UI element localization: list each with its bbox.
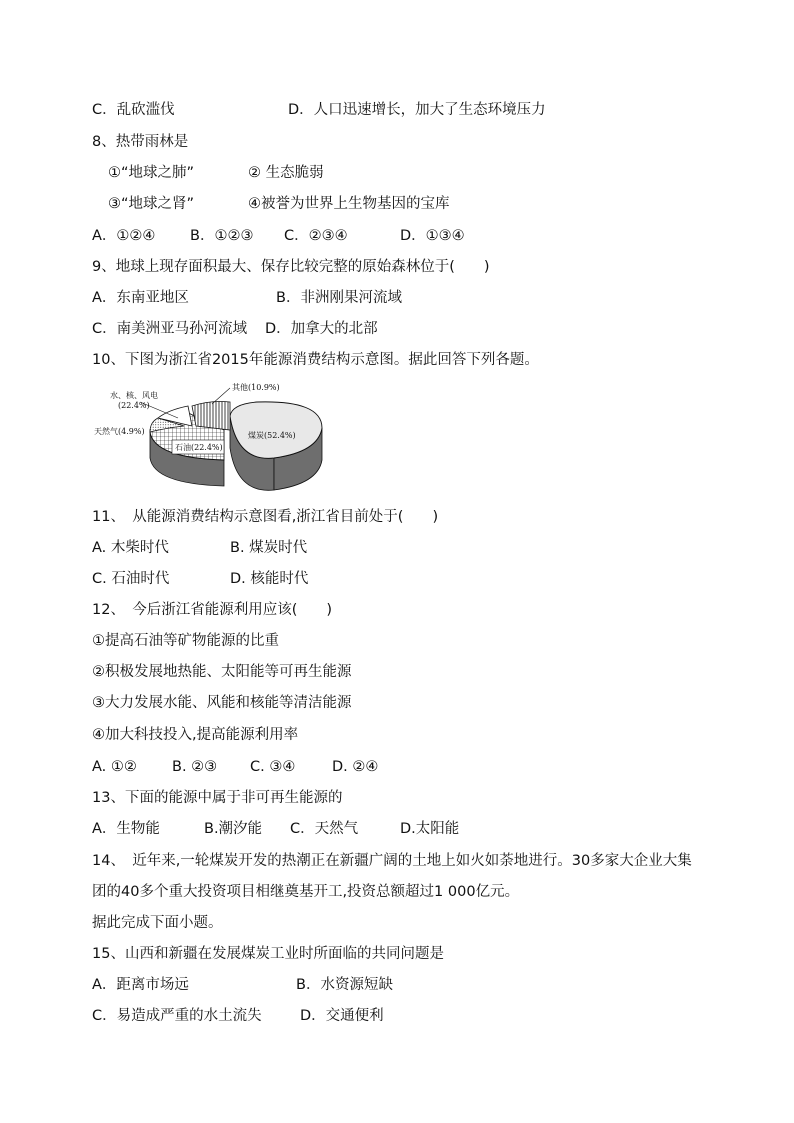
q15-stem: 15、山西和新疆在发展煤炭工业时所面临的共同问题是 (92, 946, 444, 962)
q7-option-d: D．人口迅速增长，加大了生态环境压力 (288, 102, 546, 118)
q8-statement-1: ①“地球之肺” (108, 165, 195, 181)
q12-statement-2: ②积极发展地热能、太阳能等可再生能源 (92, 664, 352, 680)
q8-option-a: A．①②④ (92, 228, 156, 244)
q11-option-b: B. 煤炭时代 (230, 540, 308, 556)
pie-label-oil: 石油(22.4%) (175, 443, 223, 452)
q8-option-b: B．①②③ (190, 228, 254, 244)
q15-option-a: A．距离市场远 (92, 977, 189, 993)
q11-option-c: C. 石油时代 (92, 571, 170, 587)
q12-statement-3: ③大力发展水能、风能和核能等清洁能源 (92, 695, 352, 711)
q8-statement-2: ② 生态脆弱 (248, 165, 324, 181)
pie-label-natural-gas: 天然气(4.9%) (94, 427, 145, 436)
pie-slice-other (192, 402, 230, 431)
q12-option-a: A. ①② (92, 759, 137, 775)
q15-option-d: D．交通便利 (300, 1008, 384, 1024)
q14-line-2: 团的40多个重大投资项目相继奠基开工,投资总额超过1 000亿元。 (92, 884, 520, 900)
q13-option-a: A．生物能 (92, 821, 160, 837)
q14-line-3: 据此完成下面小题。 (92, 915, 223, 931)
q8-option-c: C．②③④ (284, 228, 348, 244)
pie-label-hydro-line2: (22.4%) (118, 401, 150, 410)
pie-label-coal: 煤炭(52.4%) (248, 431, 296, 440)
q15-option-c: C．易造成严重的水土流失 (92, 1008, 262, 1024)
q11-stem: 11、 从能源消费结构示意图看,浙江省目前处于( ) (92, 509, 439, 525)
q8-statement-3: ③“地球之肾” (108, 196, 195, 212)
q10-stem: 10、下图为浙江省2015年能源消费结构示意图。据此回答下列各题。 (92, 352, 539, 368)
q13-stem: 13、下面的能源中属于非可再生能源的 (92, 790, 343, 806)
q7-option-c: C．乱砍滥伐 (92, 102, 175, 118)
q9-option-c: C．南美洲亚马孙河流域 (92, 321, 248, 337)
q13-option-b: B.潮汐能 (204, 821, 263, 837)
q12-statement-1: ①提高石油等矿物能源的比重 (92, 633, 279, 649)
q11-option-a: A. 木柴时代 (92, 540, 169, 556)
q13-option-d: D.太阳能 (400, 821, 460, 837)
pie-label-other: 其他(10.9%) (232, 383, 280, 392)
q14-line-1: 14、 近年来,一轮煤炭开发的热潮正在新疆广阔的土地上如火如荼地进行。30多家大企业大集 (92, 853, 692, 869)
pie-label-hydro-line1: 水、核、风电 (110, 391, 158, 400)
q8-option-d: D．①③④ (400, 228, 465, 244)
q9-stem: 9、地球上现存面积最大、保存比较完整的原始森林位于( ) (92, 259, 490, 275)
q11-option-d: D. 核能时代 (230, 571, 309, 587)
q13-option-c: C．天然气 (290, 821, 359, 837)
q12-option-c: C. ③④ (250, 759, 296, 775)
q8-statement-4: ④被誉为世界上生物基因的宝库 (248, 196, 450, 212)
q8-stem: 8、热带雨林是 (92, 134, 189, 150)
q15-option-b: B．水资源短缺 (296, 977, 393, 993)
q9-option-a: A．东南亚地区 (92, 290, 189, 306)
q12-option-b: B. ②③ (172, 759, 218, 775)
q9-option-d: D．加拿大的北部 (265, 321, 378, 337)
q12-stem: 12、 今后浙江省能源利用应该( ) (92, 602, 333, 618)
q12-statement-4: ④加大科技投入,提高能源利用率 (92, 727, 299, 743)
energy-consumption-pie-chart (92, 376, 342, 498)
q12-option-d: D. ②④ (332, 759, 379, 775)
q9-option-b: B．非洲刚果河流域 (276, 290, 402, 306)
